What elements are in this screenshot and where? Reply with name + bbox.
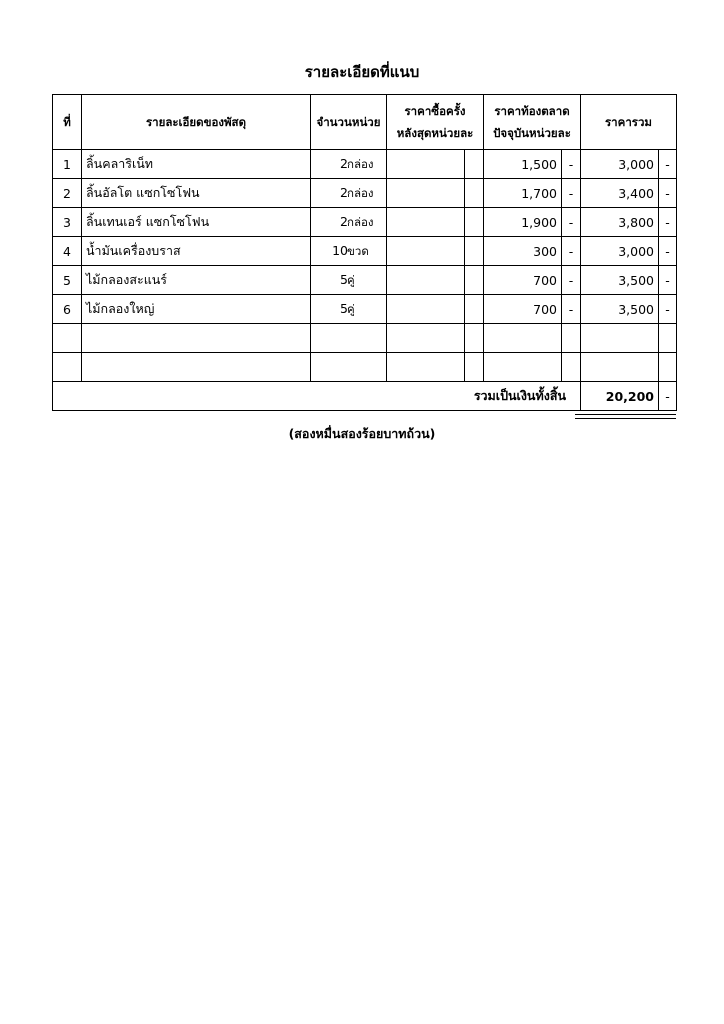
header-description: รายละเอียดของพัสดุ [82, 95, 311, 150]
empty-cell [562, 353, 581, 382]
row-market-price: 1,500 [484, 150, 562, 179]
row-last-price-dash [465, 237, 484, 266]
empty-cell [581, 353, 659, 382]
table-row [53, 179, 677, 208]
row-total-dash: - [659, 179, 677, 208]
row-last-price [387, 208, 465, 237]
row-total-dash: - [659, 237, 677, 266]
row-total-price: 3,800 [581, 208, 659, 237]
empty-row [53, 353, 677, 382]
row-number: 4 [53, 237, 82, 266]
row-description: น้ำมันเครื่องบราส [82, 237, 311, 266]
row-unit: กล่อง [347, 186, 374, 200]
row-quantity-cell [311, 237, 387, 266]
header-total-price: ราคารวม [581, 95, 677, 150]
empty-cell [581, 324, 659, 353]
empty-cell [82, 324, 311, 353]
row-number: 2 [53, 179, 82, 208]
row-number: 5 [53, 266, 82, 295]
row-quantity: 2 [340, 156, 348, 171]
row-unit: กล่อง [347, 157, 374, 171]
row-last-price [387, 237, 465, 266]
row-total-price: 3,500 [581, 266, 659, 295]
header-last-price [387, 95, 484, 150]
row-number: 3 [53, 208, 82, 237]
empty-cell [484, 324, 562, 353]
empty-cell [387, 324, 465, 353]
row-number: 6 [53, 295, 82, 324]
summary-value: 20,200 [581, 382, 659, 411]
header-last-price-line1: ราคาซื้อครั้ง [404, 104, 466, 118]
row-description: ไม้กลองใหญ่ [82, 295, 311, 324]
row-quantity-cell [311, 266, 387, 295]
row-total-price: 3,000 [581, 237, 659, 266]
row-unit: กล่อง [347, 215, 374, 229]
row-quantity: 2 [340, 214, 348, 229]
row-market-price: 700 [484, 295, 562, 324]
empty-cell [465, 324, 484, 353]
page-title: รายละเอียดที่แนบ [304, 63, 420, 81]
row-last-price [387, 179, 465, 208]
row-description: ลิ้นคลาริเน็ท [82, 150, 311, 179]
row-market-dash: - [562, 237, 581, 266]
empty-cell [387, 353, 465, 382]
row-market-dash: - [562, 150, 581, 179]
amount-in-words: (สองหมื่นสองร้อยบาทถ้วน) [288, 426, 436, 441]
row-market-dash: - [562, 208, 581, 237]
table-row [53, 237, 677, 266]
row-total-dash: - [659, 295, 677, 324]
items-table [52, 94, 677, 411]
row-description: ลิ้นเทนเอร์ แซกโซโฟน [82, 208, 311, 237]
empty-cell [53, 353, 82, 382]
row-quantity-cell [311, 150, 387, 179]
row-quantity: 5 [340, 301, 348, 316]
row-total-price: 3,500 [581, 295, 659, 324]
empty-cell [311, 353, 387, 382]
row-market-price: 300 [484, 237, 562, 266]
summary-label: รวมเป็นเงินทั้งสิ้น [53, 382, 581, 411]
row-market-price: 1,700 [484, 179, 562, 208]
row-total-price: 3,000 [581, 150, 659, 179]
empty-cell [562, 324, 581, 353]
row-quantity-cell [311, 295, 387, 324]
row-description: ลิ้นอัลโต แซกโซโฟน [82, 179, 311, 208]
header-no: ที่ [53, 95, 82, 150]
table-row [53, 295, 677, 324]
row-market-price: 1,900 [484, 208, 562, 237]
row-total-price: 3,400 [581, 179, 659, 208]
empty-row [53, 324, 677, 353]
row-last-price [387, 295, 465, 324]
empty-cell [53, 324, 82, 353]
row-market-dash: - [562, 179, 581, 208]
row-last-price [387, 266, 465, 295]
header-last-price-line2: หลังสุดหน่วยละ [396, 126, 474, 140]
row-number: 1 [53, 150, 82, 179]
empty-cell [659, 353, 677, 382]
empty-cell [311, 324, 387, 353]
table-row [53, 208, 677, 237]
empty-cell [484, 353, 562, 382]
row-total-dash: - [659, 208, 677, 237]
summary-dash: - [659, 382, 677, 411]
table-row [53, 150, 677, 179]
row-unit: ขวด [347, 244, 369, 258]
row-last-price-dash [465, 179, 484, 208]
row-unit: คู่ [347, 273, 355, 287]
empty-cell [659, 324, 677, 353]
row-last-price-dash [465, 150, 484, 179]
row-unit: คู่ [347, 302, 355, 316]
header-market-price [484, 95, 581, 150]
summary-row [53, 382, 677, 411]
row-quantity-cell [311, 208, 387, 237]
row-total-dash: - [659, 266, 677, 295]
empty-cell [82, 353, 311, 382]
row-quantity: 5 [340, 272, 348, 287]
table-body [53, 150, 677, 382]
row-last-price-dash [465, 266, 484, 295]
empty-cell [465, 353, 484, 382]
header-quantity: จำนวนหน่วย [311, 95, 387, 150]
row-last-price-dash [465, 208, 484, 237]
row-description: ไม้กลองสะแนร์ [82, 266, 311, 295]
header-market-price-line1: ราคาท้องตลาด [494, 104, 570, 118]
row-quantity: 2 [340, 185, 348, 200]
row-total-dash: - [659, 150, 677, 179]
row-last-price [387, 150, 465, 179]
row-quantity: 10 [332, 243, 348, 258]
double-underline [575, 414, 676, 419]
table-header-row [53, 95, 677, 150]
row-last-price-dash [465, 295, 484, 324]
row-market-dash: - [562, 295, 581, 324]
header-market-price-line2: ปัจจุบันหน่วยละ [493, 126, 571, 140]
row-market-dash: - [562, 266, 581, 295]
row-quantity-cell [311, 179, 387, 208]
table-row [53, 266, 677, 295]
row-market-price: 700 [484, 266, 562, 295]
